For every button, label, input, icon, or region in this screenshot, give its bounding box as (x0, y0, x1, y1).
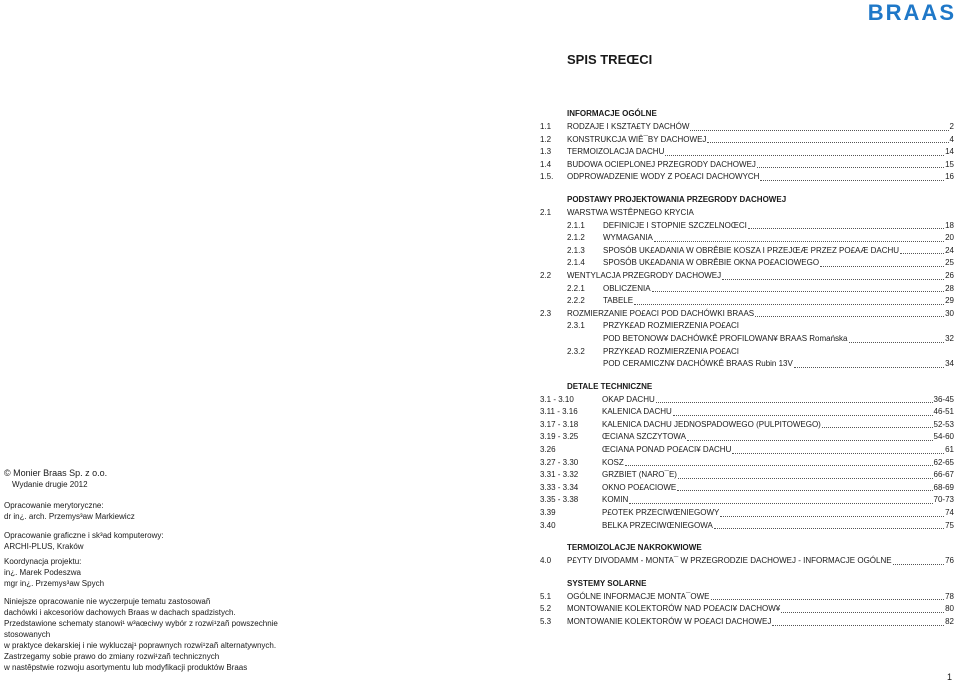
merit-name: dr in¿. arch. Przemys³aw Markiewicz (4, 512, 135, 521)
entry-number: 2.1.4 (567, 258, 585, 268)
entry-title: P£YTY DIVODAMM - MONTA¯ W PRZEGRODZIE DACHOWEJ - INFORMACJE OGÓLNE (567, 556, 892, 566)
entry-number: 3.1 - 3.10 (540, 394, 574, 404)
entry-title: BUDOWA OCIEPLONEJ PRZEGRODY DACHOWEJ (567, 159, 756, 169)
entry-page: 20 (945, 233, 954, 243)
coord-name-2: mgr in¿. Przemys³aw Spych (4, 579, 105, 588)
entry-title: POD CERAMICZN¥ DACHÓWKÊ BRAAS Rubin 13V (603, 359, 793, 369)
entry-page: 61 (945, 445, 954, 455)
entry-number: 5.1 (540, 591, 552, 601)
entry-title: KOSZ (602, 457, 624, 467)
entry-page: 80 (945, 604, 954, 614)
entry-page: 24 (945, 245, 954, 255)
note-line: Zastrzegamy sobie prawo do zmiany rozwi¹zañ technicznych (4, 652, 220, 661)
leader-dots (654, 232, 944, 242)
entry-title: BELKA PRZECIWŒNIEGOWA (602, 520, 713, 530)
entry-number: 2.1.1 (567, 220, 585, 230)
leader-dots (634, 295, 944, 305)
leader-dots (652, 283, 945, 293)
entry-page: 15 (945, 159, 954, 169)
leader-dots (755, 308, 944, 318)
leader-dots (722, 270, 944, 280)
toc-entry[interactable] (540, 134, 954, 147)
entry-number: 2.1.3 (567, 245, 585, 255)
entry-title: WYMAGANIA (603, 233, 653, 243)
toc-entry[interactable] (540, 591, 954, 604)
entry-number: 2.2 (540, 270, 552, 280)
entry-page: 2 (949, 122, 954, 131)
entry-title: RODZAJE I KSZTA£TY DACHÓW (567, 122, 690, 131)
entry-number: 1.3 (540, 147, 552, 157)
entry-page: 54-60 (933, 432, 954, 442)
toc-entry[interactable] (540, 603, 954, 616)
entry-page: 78 (945, 591, 954, 601)
entry-title: P£OTEK PRZECIWŒNIEGOWY (602, 508, 720, 518)
entry-number: 3.19 - 3.25 (540, 432, 579, 442)
entry-number: 2.1.2 (567, 233, 585, 243)
entry-number: 3.35 - 3.38 (540, 495, 579, 505)
entry-title: TABELE (603, 296, 634, 306)
toc-entry[interactable] (540, 616, 954, 629)
entry-page: 28 (945, 283, 954, 293)
leader-dots (732, 444, 944, 454)
imprint-graphic (4, 530, 164, 552)
entry-page: 75 (945, 520, 954, 530)
toc-entry[interactable] (540, 308, 954, 321)
entry-title: POD BETONOW¥ DACHÓWKÊ PROFILOWAN¥ BRAAS Romańska (603, 333, 848, 343)
leader-dots (625, 457, 933, 467)
copyright-text: © Monier Braas Sp. z o.o. (4, 468, 108, 478)
note-line: Niniejsze opracowanie nie wyczerpuje tematu zastosowañ (4, 597, 211, 606)
leader-dots (822, 419, 933, 429)
note-line: w nastêpstwie rozwoju asortymentu lub modyfikacji produktów Braas (4, 663, 248, 672)
entry-title: ŒCIANA SZCZYTOWA (602, 432, 687, 442)
toc-entry[interactable] (540, 507, 954, 520)
entry-number: 1.4 (540, 159, 552, 169)
toc-entry[interactable] (540, 358, 954, 371)
entry-title: PRZYK£AD ROZMIERZENIA PO£ACI (603, 346, 740, 356)
entry-title: KALENICA DACHU JEDNOSPADOWEGO (PULPITOWEGO) (602, 419, 821, 429)
entry-title: TERMOIZOLACJA DACHU (567, 147, 665, 157)
toc-entry[interactable] (540, 232, 954, 245)
toc-entry[interactable] (540, 419, 954, 432)
entry-number (567, 358, 603, 371)
entry-page: 70-73 (933, 495, 954, 505)
coord-name-1: in¿. Marek Podeszwa (4, 568, 81, 577)
entry-page: 68-69 (933, 482, 954, 492)
leader-dots (781, 603, 944, 613)
entry-page: 18 (945, 220, 954, 230)
section-heading: PODSTAWY PROJEKTOWANIA PRZEGRODY DACHOWEJ (567, 194, 787, 204)
page-title: SPIS TREŒCI (567, 52, 653, 67)
entry-title: ŒCIANA PONAD PO£ACI¥ DACHU (602, 445, 732, 455)
toc-entry[interactable] (540, 494, 954, 507)
entry-number: 3.33 - 3.34 (540, 482, 579, 492)
entry-title: GRZBIET (NARO¯E) (602, 470, 677, 480)
coord-label: Koordynacja projektu: (4, 557, 82, 566)
section-gap (540, 568, 954, 578)
entry-title: WARSTWA WSTÊPNEGO KRYCIA (567, 207, 694, 217)
toc-entry[interactable] (540, 159, 954, 172)
note-line: dachówki i akcesoriów dachowych Braas w dachach spadzistych. (4, 608, 236, 617)
leader-dots (900, 245, 944, 255)
entry-page: 25 (945, 258, 954, 268)
section-gap (540, 184, 954, 194)
toc-entry[interactable] (540, 295, 954, 308)
toc-entry[interactable] (540, 257, 954, 270)
entry-page: 76 (945, 556, 954, 566)
entry-title: KOMIN (602, 495, 629, 505)
entry-page: 30 (945, 308, 954, 318)
braas-logo: BRAAS (867, 0, 956, 25)
entry-page: 62-65 (933, 457, 954, 467)
entry-title: ROZMIERZANIE PO£ACI POD DACHÓWKI BRAAS (567, 308, 755, 318)
toc-entry[interactable] (540, 146, 954, 159)
entry-number: 3.11 - 3.16 (540, 407, 578, 417)
entry-page: 74 (945, 508, 954, 518)
entry-title: OKAP DACHU (602, 394, 655, 404)
entry-title: DEFINICJE I STOPNIE SZCZELNOŒCI (603, 220, 747, 230)
leader-dots (678, 469, 933, 479)
section-heading: SYSTEMY SOLARNE (567, 578, 647, 588)
entry-page: 14 (945, 147, 954, 157)
entry-title: MONTOWANIE KOLEKTORÓW NAD PO£ACI¥ DACHOW¥ (567, 604, 781, 614)
leader-dots (772, 616, 944, 626)
leader-dots (820, 257, 944, 267)
leader-dots (711, 591, 945, 601)
entry-title: OBLICZENIA (603, 283, 651, 293)
entry-page: 66-67 (933, 470, 954, 480)
entry-title: SPOSÓB UK£ADANIA W OBRÊBIE KOSZA I PRZEJŒÆ PRZEZ PO£AÆ DACHU (603, 245, 900, 255)
toc-entry[interactable] (540, 245, 954, 258)
leader-dots (720, 507, 944, 517)
entry-page: 34 (945, 359, 954, 369)
leader-dots (673, 406, 933, 416)
toc-entry[interactable] (540, 555, 954, 568)
note-line: w praktyce dekarskiej i nie wykluczaj¹ poprawnych rozwi¹zañ alternatywnych. (4, 641, 277, 650)
entry-number: 3.17 - 3.18 (540, 419, 579, 429)
entry-title: KALENICA DACHU (602, 407, 672, 417)
edition-text: Wydanie drugie 2012 (12, 480, 88, 489)
entry-number: 2.3.2 (567, 346, 585, 356)
toc-entry[interactable] (540, 333, 954, 346)
imprint-merit (4, 500, 135, 522)
entry-number: 3.26 (540, 445, 556, 455)
entry-title: WENTYLACJA PRZEGRODY DACHOWEJ (567, 270, 722, 280)
entry-page: 82 (945, 617, 954, 626)
entry-number: 3.27 - 3.30 (540, 457, 579, 467)
toc-entry[interactable] (540, 469, 954, 482)
merit-label: Opracowanie merytoryczne: (4, 501, 104, 510)
entry-title: OKNO PO£ACIOWE (602, 482, 677, 492)
toc-entry[interactable] (540, 346, 954, 359)
entry-title: ODPROWADZENIE WODY Z PO£ACI DACHOWYCH (567, 172, 760, 182)
leader-dots (849, 333, 945, 343)
toc-entry[interactable] (540, 283, 954, 296)
entry-number: 1.5. (540, 172, 554, 182)
entry-page: 16 (945, 172, 954, 182)
leader-dots (757, 159, 944, 169)
entry-page: 4 (949, 134, 954, 144)
toc-entry[interactable] (540, 220, 954, 233)
entry-title: KONSTRUKCJA WIÊ¯BY DACHOWEJ (567, 134, 707, 144)
entry-number: 3.31 - 3.32 (540, 470, 579, 480)
imprint-copyright (4, 468, 107, 490)
toc-entry[interactable] (540, 457, 954, 470)
graphic-label: Opracowanie graficzne i sk³ad komputerowy: (4, 531, 164, 540)
entry-page: 29 (945, 296, 954, 306)
toc-entry[interactable] (540, 121, 954, 134)
section-gap (540, 532, 954, 542)
toc-entry[interactable] (540, 406, 954, 419)
entry-number: 3.40 (540, 520, 556, 530)
toc-entry[interactable] (540, 431, 954, 444)
leader-dots (714, 520, 944, 530)
note-line: Przedstawione schematy stanowi¹ w³aœciwy wybór z rozwi¹zañ powszechnie stosowanych (4, 619, 278, 639)
toc-entry[interactable] (540, 394, 954, 407)
section-heading: INFORMACJE OGÓLNE (567, 109, 657, 118)
leader-dots (760, 171, 944, 181)
entry-number: 2.1 (540, 207, 552, 217)
leader-dots (690, 121, 948, 131)
leader-dots (687, 431, 933, 441)
section-gap (540, 371, 954, 381)
leader-dots (794, 358, 944, 368)
toc-entry[interactable] (540, 482, 954, 495)
imprint-coordination (4, 556, 104, 589)
entry-number: 2.3.1 (567, 321, 585, 331)
toc-entry[interactable] (540, 444, 954, 457)
entry-title: OGÓLNE INFORMACJE MONTA¯OWE (567, 591, 710, 601)
entry-number: 3.39 (540, 508, 556, 518)
leader-dots (677, 482, 932, 492)
entry-number: 5.2 (540, 604, 552, 614)
disclaimer-note (4, 596, 304, 673)
leader-dots (656, 394, 933, 404)
section-heading: TERMOIZOLACJE NAKROKWIOWE (567, 543, 702, 553)
entry-number: 2.2.2 (567, 296, 585, 306)
section-heading: DETALE TECHNICZNE (567, 381, 653, 391)
entry-title: SPOSÓB UK£ADANIA W OBRÊBIE OKNA PO£ACIOWEGO (603, 258, 820, 268)
entry-number: 1.1 (540, 122, 552, 131)
leader-dots (629, 494, 932, 504)
entry-number: 1.2 (540, 134, 552, 144)
entry-page: 32 (945, 333, 954, 343)
entry-page: 46-51 (933, 407, 954, 417)
toc-entry[interactable] (540, 320, 954, 333)
toc-entry[interactable] (540, 520, 954, 533)
toc-entry[interactable] (540, 171, 954, 184)
entry-page: 36-45 (933, 394, 954, 404)
table-of-contents (540, 108, 954, 629)
graphic-name: ARCHI-PLUS, Kraków (4, 542, 84, 551)
toc-entry[interactable] (540, 207, 954, 220)
entry-title: MONTOWANIE KOLEKTORÓW W PO£ACI DACHOWEJ (567, 617, 772, 626)
leader-dots (665, 146, 944, 156)
entry-number (567, 333, 603, 346)
entry-number: 2.3 (540, 308, 552, 318)
entry-page: 26 (945, 270, 954, 280)
entry-number: 4.0 (540, 556, 552, 566)
leader-dots (748, 220, 944, 230)
page-number: 1 (946, 672, 952, 682)
leader-dots (707, 134, 948, 144)
entry-page: 52-53 (933, 419, 954, 429)
entry-title: PRZYK£AD ROZMIERZENIA PO£ACI (603, 321, 740, 331)
entry-number: 2.2.1 (567, 283, 585, 293)
entry-number: 5.3 (540, 617, 552, 626)
toc-entry[interactable] (540, 270, 954, 283)
leader-dots (893, 555, 945, 565)
